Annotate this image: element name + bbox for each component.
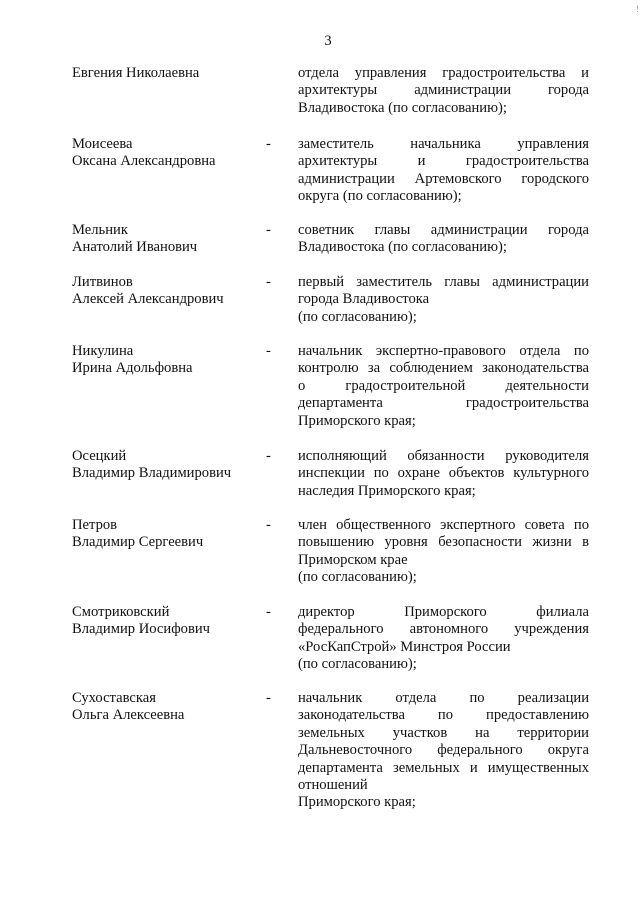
position-line: отношений [298,777,368,794]
position-line: администрации Артемовского городского [298,170,589,187]
member-name [72,343,262,378]
position-line: советник главы администрации города [298,222,589,238]
page-number: 3 [324,33,332,49]
member-position [298,448,589,500]
edge-mark: ! [636,4,639,14]
position-line: о градостроительной деятельности [298,377,589,394]
member-name [72,604,262,639]
position-line: «РосКапСтрой» Минстроя России [298,638,511,655]
member-name-line: Оксана Александровна [72,153,216,170]
position-line: инспекции по охране объектов культурного [298,465,589,482]
position-line: архитектуры и градостроительства [298,153,589,170]
member-name [72,448,262,483]
position-line: департамента градостроительства [298,395,589,412]
dash-separator: - [266,517,271,533]
member-name-line: Осецкий [72,448,127,464]
member-name-line: Литвинов [72,274,133,290]
position-line: Владивостока (по согласованию); [298,99,507,116]
position-line: Дальневосточного федерального округа [298,742,589,759]
member-name-line: Анатолий Иванович [72,239,198,256]
member-name [72,274,262,309]
position-line: наследия Приморского края; [298,482,476,499]
position-line: отдела управления градостроительства и [298,65,589,81]
member-name [72,517,262,552]
position-line: (по согласованию); [298,656,417,673]
member-position [298,274,589,326]
position-line: округа (по согласованию); [298,188,462,205]
dash-separator: - [266,343,271,359]
position-line: повышению уровня безопасности жизни в [298,534,589,551]
member-name-line: Алексей Александрович [72,291,224,308]
member-name-line: Моисеева [72,136,133,152]
member-position [298,604,589,674]
member-name [72,136,262,171]
position-line: заместитель начальника управления [298,136,589,152]
position-line: департамента земельных и имущественных [298,759,589,776]
position-line: Приморского края; [298,412,416,429]
dash-separator: - [266,448,271,464]
position-line: Владивостока (по согласованию); [298,239,507,256]
position-line: федерального автономного учреждения [298,621,589,638]
member-name-line: Сухоставская [72,690,156,706]
position-line: начальник отдела по реализации [298,690,589,706]
member-position [298,517,589,587]
member-name-line: Мельник [72,222,128,238]
member-position [298,222,589,257]
position-line: Приморского края; [298,794,416,811]
member-name [72,65,262,82]
dash-separator: - [266,274,271,290]
member-name-line: Ольга Алексеевна [72,707,185,724]
member-name-line: Смотриковский [72,604,170,620]
member-name [72,690,262,725]
member-position [298,690,589,812]
member-name [72,222,262,257]
position-line: архитектуры администрации города [298,82,589,99]
member-name-line: Евгения Николаевна [72,65,200,81]
member-name-line: Ирина Адольфовна [72,360,193,377]
member-name-line: Никулина [72,343,134,359]
position-line: (по согласованию); [298,308,417,325]
position-line: первый заместитель главы администрации [298,274,589,290]
member-name-line: Владимир Сергеевич [72,534,204,551]
position-line: Приморском крае [298,551,408,568]
position-line: директор Приморского филиала [298,604,589,620]
position-line: исполняющий обязанности руководителя [298,448,589,464]
member-name-line: Владимир Иосифович [72,621,210,638]
dash-separator: - [266,604,271,620]
position-line: (по согласованию); [298,569,417,586]
dash-separator: - [266,690,271,706]
member-name-line: Владимир Владимирович [72,465,232,482]
position-line: начальник экспертно-правового отдела по [298,343,589,359]
position-line: законодательства по предоставлению [298,707,589,724]
position-line: города Владивостока [298,291,430,308]
dash-separator: - [266,136,271,152]
member-position [298,65,589,117]
member-position [298,343,589,430]
member-name-line: Петров [72,517,118,533]
position-line: член общественного экспертного совета по [298,517,589,533]
member-position [298,136,589,206]
dash-separator: - [266,222,271,238]
position-line: контролю за соблюдением законодательства [298,360,589,377]
position-line: земельных участков на территории [298,724,589,741]
